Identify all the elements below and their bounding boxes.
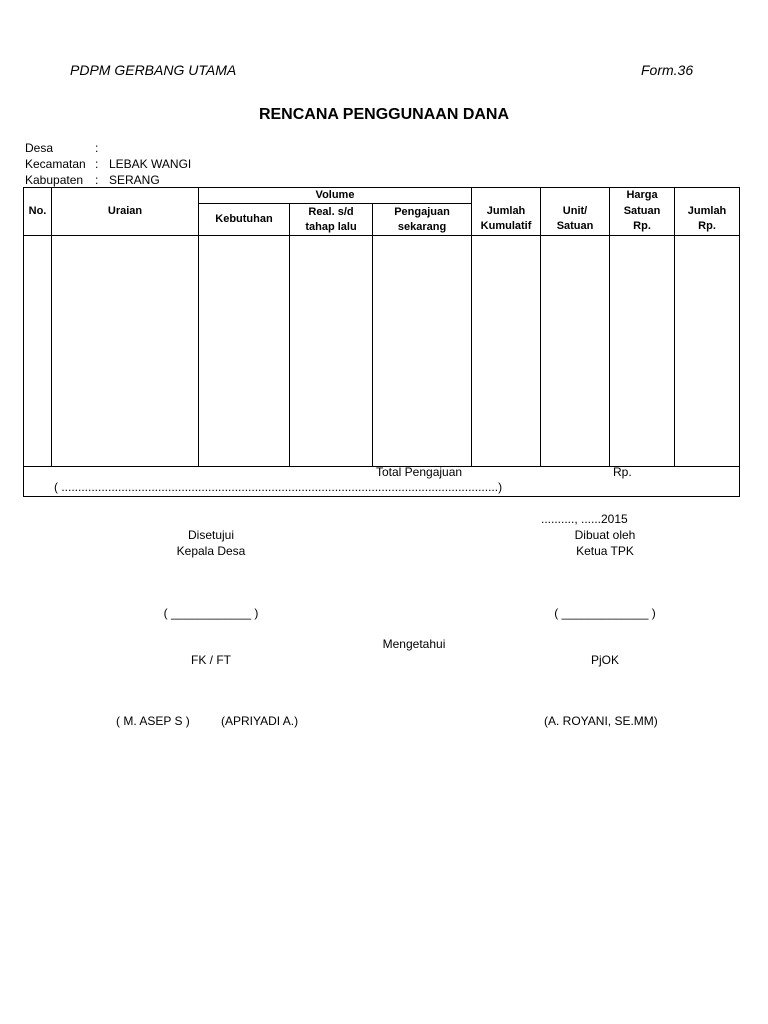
total-row bbox=[24, 467, 740, 497]
signatory-name-1: ( M. ASEP S ) bbox=[116, 714, 190, 728]
col-uraian: Uraian bbox=[52, 188, 199, 236]
info-label: Kabupaten bbox=[25, 173, 84, 187]
maker-signature-line: ( _____________ ) bbox=[554, 606, 656, 620]
info-kabupaten: Kabupaten : SERANG bbox=[25, 173, 160, 187]
header-org: PDPM GERBANG UTAMA bbox=[70, 62, 237, 78]
amount-in-words: ( ...................................................................................................................................) bbox=[54, 480, 503, 494]
col-kebutuhan: Kebutuhan bbox=[199, 204, 290, 236]
signatory-name-2: (APRIYADI A.) bbox=[221, 714, 299, 728]
col-unit-satuan: Unit/ Satuan bbox=[541, 204, 610, 236]
col-jumlah-rp: Jumlah Rp. bbox=[675, 204, 740, 236]
info-label: Desa bbox=[25, 141, 54, 155]
col-real: Real. s/d tahap lalu bbox=[290, 204, 373, 236]
info-desa: Desa : bbox=[25, 141, 99, 155]
col-harga-satuan: Satuan Rp. bbox=[610, 204, 675, 236]
pjok-role: PjOK bbox=[590, 653, 619, 667]
acknowledged-label: Mengetahui bbox=[382, 637, 446, 651]
signatory-name-3: (A. ROYANI, SE.MM) bbox=[544, 714, 658, 728]
fk-ft-role: FK / FT bbox=[191, 653, 231, 667]
document-title: RENCANA PENGGUNAAN DANA bbox=[258, 106, 510, 123]
info-value: LEBAK WANGI bbox=[109, 157, 192, 171]
info-kecamatan: Kecamatan : LEBAK WANGI bbox=[25, 157, 192, 171]
col-pengajuan: Pengajuan sekarang bbox=[373, 204, 472, 236]
approver-signature-line: ( ____________ ) bbox=[163, 606, 259, 620]
col-harga-top: Harga bbox=[610, 188, 675, 204]
total-label: Total Pengajuan bbox=[376, 465, 463, 479]
approver-role: Kepala Desa bbox=[176, 544, 246, 558]
budget-table bbox=[23, 187, 740, 497]
total-rp: Rp. bbox=[613, 465, 632, 479]
maker-role: Ketua TPK bbox=[576, 544, 634, 558]
col-volume: Volume bbox=[199, 188, 472, 204]
table-row bbox=[24, 236, 740, 467]
col-jumlah-kumulatif: Jumlah Kumulatif bbox=[472, 204, 541, 236]
info-label: Kecamatan bbox=[25, 157, 86, 171]
approved-label: Disetujui bbox=[187, 528, 235, 542]
made-by-label: Dibuat oleh bbox=[574, 528, 636, 542]
info-value: SERANG bbox=[109, 173, 160, 187]
form-number: Form.36 bbox=[641, 62, 694, 78]
col-no: No. bbox=[24, 188, 52, 236]
sign-date: .........., ......2015 bbox=[541, 512, 628, 526]
